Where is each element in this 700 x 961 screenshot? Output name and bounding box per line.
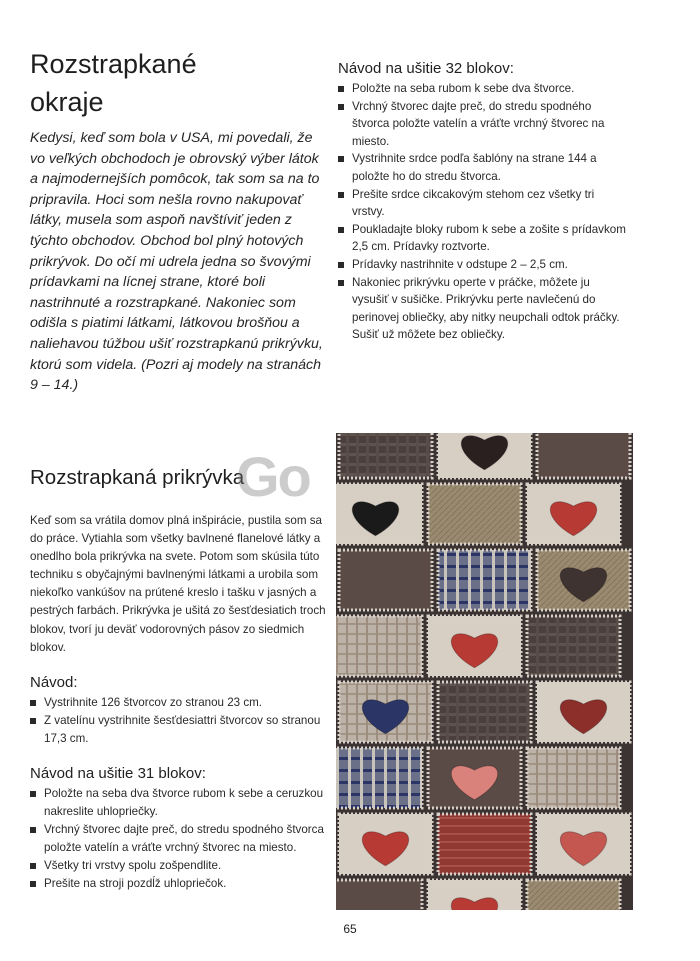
list-item: Vystrihnite 126 štvorcov zo stranou 23 cm. [30, 694, 330, 712]
quilt-block [336, 616, 422, 676]
section-title: Rozstrapkaná prikrývka [30, 466, 245, 489]
list-item: Položte na seba rubom k sebe dva štvorce. [338, 80, 628, 98]
list-item: Prešite srdce cikcakovým stehom cez všetky tri vrstvy. [338, 186, 628, 221]
list-item: Vrchný štvorec dajte preč, do stredu spodného štvorca položte vatelín a vráťte vrchný štvorec na miesto. [30, 821, 330, 857]
quilt-block [438, 814, 531, 874]
list-item: Prešite na stroji pozdĺž uhlopriečok. [30, 875, 330, 893]
quilt-block [438, 550, 531, 610]
list-item: Vrchný štvorec dajte preč, do stredu spodného štvorca položte vatelín a vráťte vrchný štvorec na miesto. [338, 98, 628, 151]
title-line-1: Rozstrapkané [30, 49, 197, 79]
instructions-31-heading: Návod na ušitie 31 blokov: [30, 765, 206, 782]
instructions-cutting-list [30, 694, 330, 748]
quilt-block [428, 484, 521, 544]
quilt-block [438, 682, 531, 742]
list-item: Položte na seba dva štvorce rubom k sebe a ceruzkou nakreslite uhlopriečky. [30, 785, 330, 821]
instructions-32-blocks [338, 60, 628, 344]
list-item: Nakoniec prikrývku operte v práčke, môžete ju vysušiť v sušičke. Prikrývku perte navlečenú do perinovej obliečky, aby nitky neupchali odtok práčky. Sušiť už môžete bez obliečky. [338, 274, 628, 344]
list-item: Vystrihnite srdce podľa šablóny na strane 144 a položte ho do stredu štvorca. [338, 150, 628, 185]
page-title [30, 45, 310, 121]
quilt-block [527, 880, 620, 910]
quilt-block [537, 433, 630, 478]
list-item: Všetky tri vrstvy spolu zošpendlite. [30, 857, 330, 875]
section-body: Keď som sa vrátila domov plná inšpirácie, pustila som sa do práce. Vytiahla som všetky bavlnené flanelové látky a onedlho bola prikrývka na svete. Potom som skúsila túto techniku s obyčajnými bavlnenými látkami a urobila som niekoľko vankúšov na prútené kreslo i tašku v jasných a pestrých farbách. Prikrývka je ušitá zo šesťdesiatich troch blokov, tvorí ju deväť vodorovných pásov zo siedmich blokov. [30, 514, 326, 654]
title-line-2: okraje [30, 87, 104, 117]
quilt-block [527, 616, 620, 676]
instructions-31-list [30, 785, 330, 893]
list-item: Z vatelínu vystrihnite šesťdesiattri štvorcov so stranou 17,3 cm. [30, 712, 330, 748]
quilt-block [336, 748, 422, 808]
page-number: 65 [343, 922, 357, 936]
quilt-photo [336, 433, 633, 910]
watermark: Go [236, 445, 310, 508]
instructions-32-heading: Návod na ušitie 32 blokov: [338, 60, 514, 77]
quilt-block [527, 748, 620, 808]
instructions-32-list [338, 80, 628, 344]
quilt-block [339, 550, 432, 610]
intro-paragraph: Kedysi, keď som bola v USA, mi povedali, že vo veľkých obchodoch je obrovský výber látok a najmodernejších pomôcok, tak som sa na to pripravila. Hoci som nešla rovno nakupovať látky, musela som aspoň navštíviť jeden z týchto obchodov. Obchod bol plný hotových prikrývok. Do očí mi udrela jedna so švovými prídavkami na lícnej strane, ktoré boli nastrihnuté a rozstrapkané. Nakoniec som odišla s piatimi látkami, látkovou brošňou a naliehavou túžbou ušiť rozstrapkanú prikrývku, ktorú som videla. (Pozri aj modely na stranách 9 – 14.) [30, 130, 323, 394]
instructions-cutting-heading: Návod: [30, 674, 78, 691]
instructions-31-blocks [30, 765, 330, 893]
quilt-block [336, 880, 422, 910]
quilt-block [339, 433, 432, 478]
list-item: Poukladajte bloky rubom k sebe a zošite s prídavkom 2,5 cm. Prídavky roztvorte. [338, 221, 628, 256]
instructions-cutting [30, 674, 330, 748]
list-item: Prídavky nastrihnite v odstupe 2 – 2,5 cm. [338, 256, 628, 274]
